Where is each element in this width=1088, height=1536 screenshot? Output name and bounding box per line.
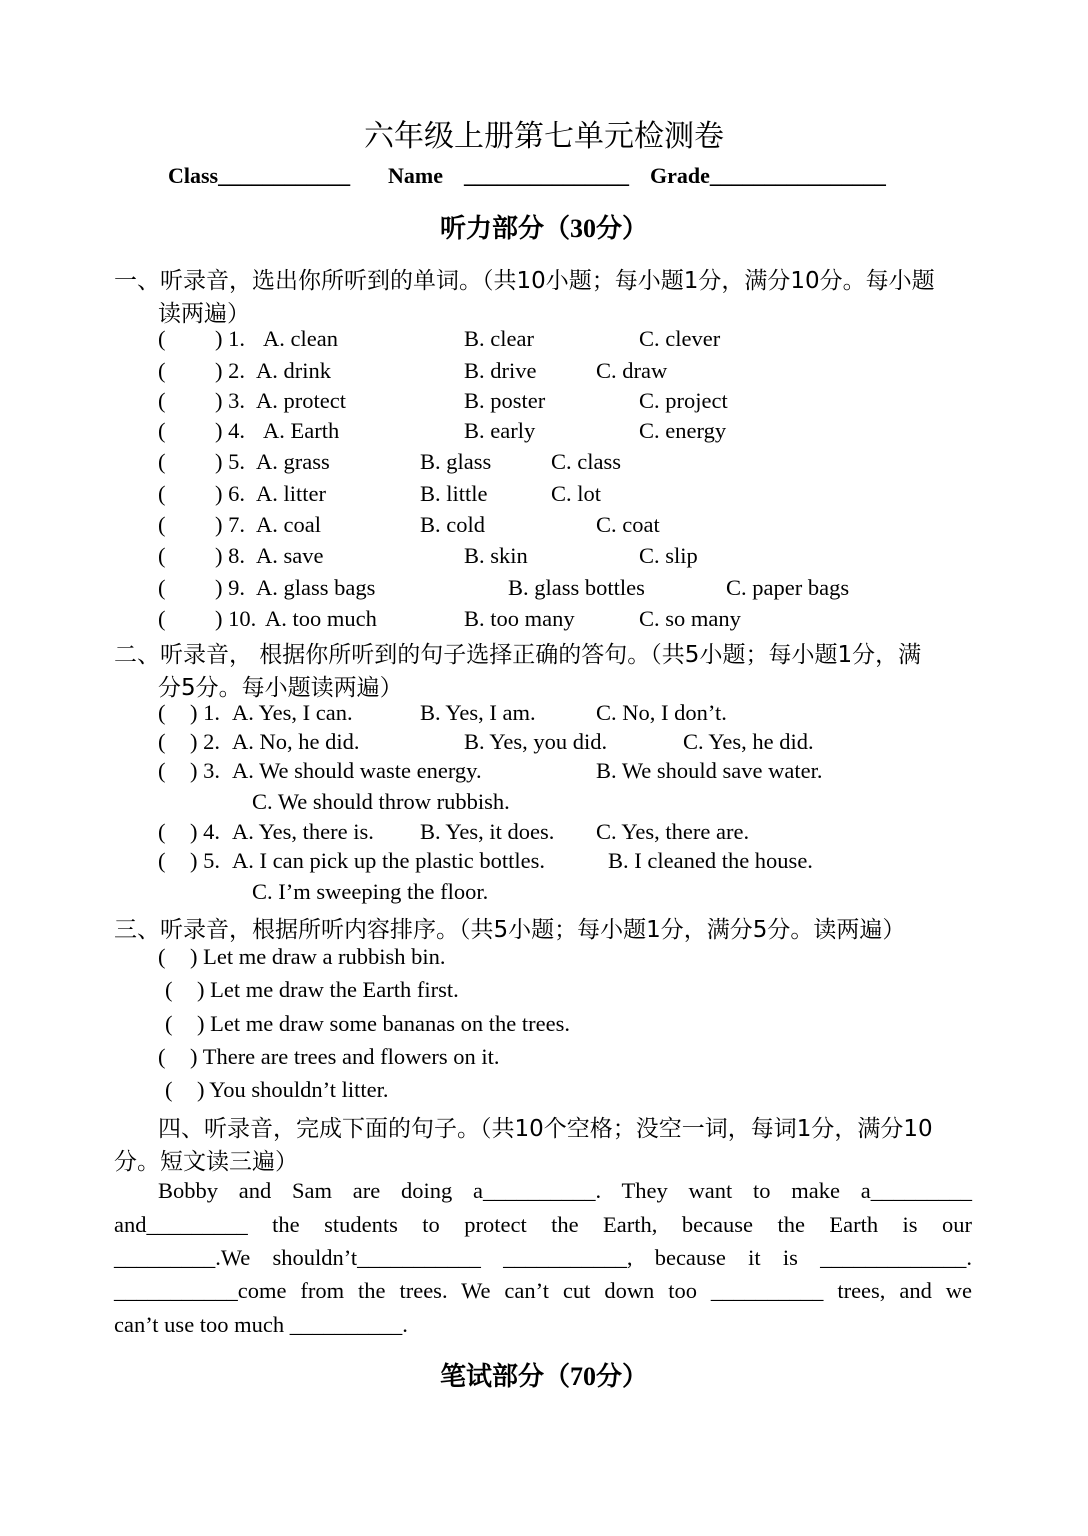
question-number: ) 5. <box>215 449 245 474</box>
option-b: B. glass <box>420 449 492 474</box>
option-a: A. glass bags <box>256 575 376 600</box>
question-number: ) 8. <box>215 543 245 568</box>
answer-paren: ( <box>158 1044 166 1069</box>
question-number: ) 1. <box>190 700 220 725</box>
option-b: B. early <box>464 418 536 443</box>
option-b: B. Yes, you did. <box>464 729 608 754</box>
part2-heading-line2: 分5分。每小题读两遍） <box>158 675 403 701</box>
option-c: C. Yes, there are. <box>596 819 750 844</box>
part3-heading: 三、听录音，根据所听内容排序。（共5小题；每小题1分，满分5分。读两遍） <box>114 917 906 943</box>
option-a: A. clean <box>263 326 338 351</box>
option-b: B. I cleaned the house. <box>608 848 813 873</box>
question-number: ) 4. <box>190 819 220 844</box>
answer-paren: ( <box>158 543 166 568</box>
sentence-text: ) Let me draw a rubbish bin. <box>190 944 446 969</box>
option-c: C. We should throw rubbish. <box>252 789 510 814</box>
part4-heading-line2: 分。短文读三遍） <box>114 1149 298 1175</box>
option-a: A. Yes, there is. <box>232 819 374 844</box>
question-number: ) 7. <box>215 512 245 537</box>
part4-passage-line5: can’t use too much __________. <box>114 1312 408 1337</box>
part4-passage-line1: Bobby and Sam are doing a__________. They want to make a_________ <box>158 1178 972 1203</box>
option-c: C. so many <box>639 606 741 631</box>
sentence-text: ) There are trees and flowers on it. <box>190 1044 500 1069</box>
answer-paren: ( <box>165 977 173 1002</box>
name-field-label: Name <box>388 163 443 188</box>
name-field-blank: _______________ <box>464 163 629 188</box>
option-a: A. No, he did. <box>232 729 360 754</box>
part4-passage-line3: _________.We shouldn’t___________ ___________, because it is _____________. <box>114 1245 972 1270</box>
listening-section-title: 听力部分（30分） <box>439 214 648 243</box>
option-c: C. lot <box>551 481 602 506</box>
part4-passage-line2: and_________ the students to protect the Earth, because the Earth is our <box>114 1212 972 1237</box>
option-c: C. energy <box>639 418 727 443</box>
option-b: B. Yes, it does. <box>420 819 555 844</box>
option-a: A. grass <box>256 449 330 474</box>
question-number: ) 2. <box>215 358 245 383</box>
option-a: A. We should waste energy. <box>232 758 482 783</box>
answer-paren: ( <box>158 512 166 537</box>
writing-section-title: 笔试部分（70分） <box>439 1362 648 1391</box>
answer-paren: ( <box>165 1077 173 1102</box>
option-b: B. poster <box>464 388 546 413</box>
option-c: C. No, I don’t. <box>596 700 727 725</box>
option-c: C. Yes, he did. <box>683 729 814 754</box>
question-number: ) 3. <box>215 388 245 413</box>
option-c: C. I’m sweeping the floor. <box>252 879 489 904</box>
answer-paren: ( <box>165 1011 173 1036</box>
answer-paren: ( <box>158 606 166 631</box>
option-c: C. slip <box>639 543 698 568</box>
option-b: B. cold <box>420 512 485 537</box>
option-a: A. drink <box>256 358 331 383</box>
answer-paren: ( <box>158 848 166 873</box>
part1-heading-line1: 一、听录音，选出你所听到的单词。（共10小题；每小题1分，满分10分。每小题 <box>114 268 935 294</box>
answer-paren: ( <box>158 449 166 474</box>
answer-paren: ( <box>158 729 166 754</box>
option-c: C. class <box>551 449 621 474</box>
option-b: B. skin <box>464 543 528 568</box>
class-field-label: Class____________ <box>168 163 351 188</box>
option-a: A. too much <box>265 606 377 631</box>
option-a: A. coal <box>256 512 321 537</box>
page-title: 六年级上册第七单元检测卷 <box>364 120 724 153</box>
option-c: C. paper bags <box>726 575 850 600</box>
option-b: B. Yes, I am. <box>420 700 536 725</box>
question-number: ) 2. <box>190 729 220 754</box>
option-b: B. glass bottles <box>508 575 645 600</box>
grade-field-label: Grade________________ <box>650 163 886 188</box>
answer-paren: ( <box>158 575 166 600</box>
option-b: B. drive <box>464 358 537 383</box>
option-c: C. draw <box>596 358 668 383</box>
part4-passage-line4: ___________come from the trees. We can’t cut down too __________ trees, and we <box>114 1278 972 1303</box>
option-c: C. project <box>639 388 728 413</box>
question-number: ) 6. <box>215 481 245 506</box>
option-c: C. coat <box>596 512 660 537</box>
answer-paren: ( <box>158 944 166 969</box>
part1-heading-line2: 读两遍） <box>158 301 250 327</box>
option-b: B. We should save water. <box>596 758 823 783</box>
sentence-text: ) Let me draw the Earth first. <box>197 977 459 1002</box>
option-b: B. little <box>420 481 488 506</box>
option-a: A. litter <box>256 481 326 506</box>
question-number: ) 3. <box>190 758 220 783</box>
question-number: ) 9. <box>215 575 245 600</box>
question-number: ) 1. <box>215 326 245 351</box>
question-number: ) 4. <box>215 418 245 443</box>
answer-paren: ( <box>158 388 166 413</box>
answer-paren: ( <box>158 326 166 351</box>
question-number: ) 5. <box>190 848 220 873</box>
answer-paren: ( <box>158 700 166 725</box>
answer-paren: ( <box>158 418 166 443</box>
part4-heading-line1: 四、听录音，完成下面的句子。（共10个空格；没空一词，每词1分，满分10 <box>158 1116 933 1142</box>
question-number: ) 10. <box>215 606 257 631</box>
sentence-text: ) You shouldn’t litter. <box>197 1077 389 1102</box>
option-a: A. protect <box>256 388 346 413</box>
option-a: A. save <box>256 543 324 568</box>
option-b: B. too many <box>464 606 575 631</box>
option-a: A. Earth <box>263 418 340 443</box>
sentence-text: ) Let me draw some bananas on the trees. <box>197 1011 570 1036</box>
answer-paren: ( <box>158 358 166 383</box>
option-a: A. I can pick up the plastic bottles. <box>232 848 546 873</box>
answer-paren: ( <box>158 819 166 844</box>
answer-paren: ( <box>158 481 166 506</box>
option-a: A. Yes, I can. <box>232 700 353 725</box>
option-b: B. clear <box>464 326 534 351</box>
answer-paren: ( <box>158 758 166 783</box>
option-c: C. clever <box>639 326 721 351</box>
part2-heading-line1: 二、听录音， 根据你所听到的句子选择正确的答句。（共5小题；每小题1分，满 <box>114 642 922 668</box>
